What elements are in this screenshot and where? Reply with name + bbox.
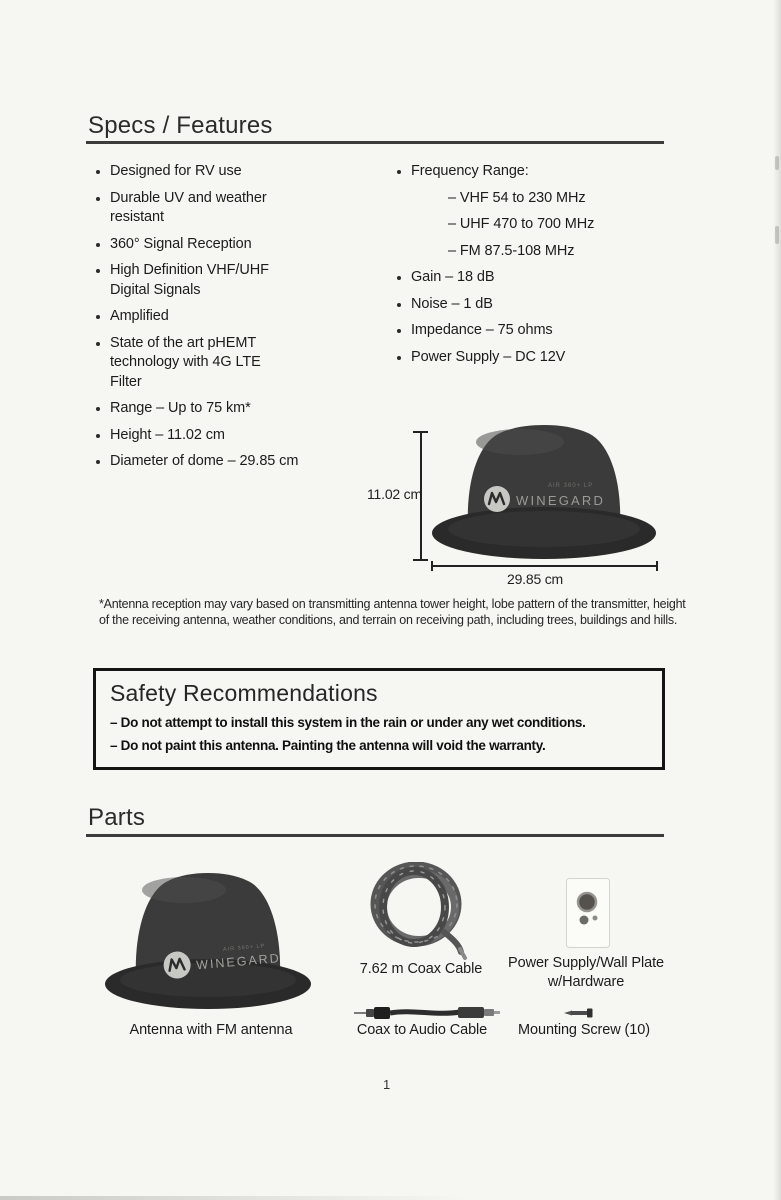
part-audio-cable-label: Coax to Audio Cable [356,1022,488,1038]
list-item-text: State of the art pHEMT technology with 4G LTE Filter [110,334,261,390]
dimension-cap [656,561,658,571]
list-item [96,162,324,182]
list-item-text: High Definition VHF/UHF Digital Signals [110,262,269,298]
antenna-dome-image [428,423,660,563]
safety-heading: Safety Recommendations [110,680,378,706]
bullet-dot-icon [397,329,401,333]
list-item [96,426,324,446]
winegard-logo-icon [484,486,510,512]
width-dimension-line [432,565,657,567]
specs-rule [86,141,664,144]
audio-cable-drawing [352,1002,502,1022]
coax-cable-drawing [364,862,476,962]
parts-heading: Parts [88,804,146,831]
dimension-cap [431,561,433,571]
height-dimension-label: 11.02 cm [367,486,422,502]
scan-edge-shade [773,0,781,1200]
bullet-dot-icon [96,243,100,247]
list-item-text: Range – Up to 75 km* [110,400,251,416]
page-number: 1 [383,1077,391,1092]
bullet-dot-icon [397,303,401,307]
list-item-text: Power Supply – DC 12V [411,348,566,365]
screw-drawing [563,1006,597,1020]
list-item-text: Noise – 1 dB [411,295,493,312]
width-dimension-label: 29.85 cm [507,571,563,587]
specs-heading: Specs / Features [88,112,273,139]
safety-item: – Do not paint this antenna. Painting the antenna will void the warranty. [110,738,546,753]
part-wall-plate-image [566,878,610,948]
part-antenna-image [102,872,314,1012]
safety-recommendations-box [93,668,665,770]
list-item-text: Height – 11.02 cm [110,426,225,443]
list-item [96,307,324,327]
part-screw-image [563,1006,597,1020]
model-text: AIR 360+ LP [222,943,266,953]
brand-text: WINEGARD [195,951,282,973]
list-item [96,334,324,393]
brand-text: WINEGARD [516,493,606,508]
scan-edge-shade [0,1196,469,1200]
model-text: AIR 360+ LP [548,483,594,489]
part-screw-label: Mounting Screw (10) [518,1022,650,1038]
bullet-dot-icon [397,170,401,174]
specs-list-left [96,162,324,479]
bullet-dot-icon [96,407,100,411]
list-item [96,189,324,228]
list-item [96,452,324,472]
wall-plate-drawing [566,878,610,948]
bullet-dot-icon [96,197,100,201]
antenna-dome-drawing [428,423,660,563]
list-item [397,348,657,368]
part-coax-cable-image [364,862,476,962]
list-item [397,321,657,341]
list-item-text: 360° Signal Reception [110,235,252,252]
list-item-text: Amplified [110,308,169,324]
list-item [397,295,657,315]
list-item [96,235,324,255]
part-wall-plate-label: Power Supply/Wall Plate w/Hardware [508,955,664,990]
part-audio-cable-image [352,1002,502,1022]
dimension-cap [413,559,428,561]
parts-rule [86,834,664,837]
dimension-cap [413,431,428,433]
list-item-text: Impedance – 75 ohms [411,322,553,338]
bullet-dot-icon [96,434,100,438]
bullet-dot-icon [96,342,100,346]
bullet-dot-icon [397,356,401,360]
bullet-dot-icon [397,276,401,280]
list-item-text: Durable UV and weather resistant [110,189,267,225]
part-antenna-label: Antenna with FM antenna [129,1022,293,1038]
part-coax-cable-label: 7.62 m Coax Cable [359,961,483,977]
reception-footnote: *Antenna reception may vary based on transmitting antenna tower height, lobe pattern of the transmitter, height of the receiving antenna, weather conditions, and terrain on receiving path, including trees, buildings and hills. [99,597,686,627]
sub-list-item: – FM 87.5-108 MHz [448,242,575,259]
sub-list-item: – UHF 470 to 700 MHz [448,216,595,232]
bullet-dot-icon [96,315,100,319]
list-item [397,162,657,182]
bullet-dot-icon [96,460,100,464]
safety-item: – Do not attempt to install this system in the rain or under any wet conditions. [110,715,586,730]
list-item-text: Frequency Range: [411,163,529,179]
sub-list-item: – VHF 54 to 230 MHz [448,189,586,206]
list-item-text: Diameter of dome – 29.85 cm [110,453,299,469]
list-item [96,261,324,300]
specs-list-right [397,162,657,374]
list-item [96,399,324,419]
list-item-text: Designed for RV use [110,163,242,179]
list-item-text: Gain – 18 dB [411,269,495,285]
list-item [397,268,657,288]
bullet-dot-icon [96,269,100,273]
part-antenna-drawing [102,872,314,1012]
bullet-dot-icon [96,170,100,174]
